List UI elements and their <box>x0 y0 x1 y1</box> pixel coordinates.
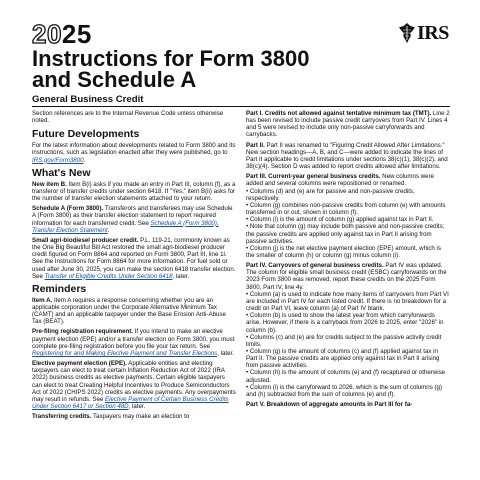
part-2-label: Part II. <box>246 141 265 149</box>
prefiling-paragraph <box>32 328 236 357</box>
year-outline-digits: 20 <box>32 19 62 49</box>
small-agri-paragraph <box>32 237 236 280</box>
epe-paragraph <box>32 360 236 410</box>
prefiling-label: Pre-filing registration requirement. <box>32 328 133 336</box>
eagle-icon <box>398 22 416 44</box>
section-6418-link[interactable]: Transfer of Eligible Credits Under Section 6418 <box>44 272 173 280</box>
small-agri-label: Small agri-biodiesel producer credit. <box>32 236 139 244</box>
part-3-bullet: • Column (g) combines non-passive credits from column (e) with amounts transferred in or out, shown in column (f). <box>246 201 446 217</box>
title-line-2: and Schedule A <box>32 67 197 92</box>
page-title <box>32 48 372 90</box>
prefiling-text: If you intend to make an elective payment election (EPE) and/or a transfer election on Form 3800, you must complete pre-filing registration before you file your tax return. See <box>32 328 235 350</box>
future-end: . <box>83 156 86 164</box>
right-column <box>246 110 450 480</box>
part-4-paragraph <box>246 262 450 398</box>
heading-whats-new: What's New <box>32 166 91 179</box>
part-5-paragraph <box>246 401 450 408</box>
part-4-bullet: • Column (b) is used to show the latest year from which carryforwards arise. However, if there is a carryback from 2026 to 2025, enter "2026" in column (b). <box>246 312 444 334</box>
epe-end: , later. <box>128 403 146 410</box>
transfer-label: Transferring credits. <box>32 413 92 421</box>
part-2-text: Part II was renamed to "Figuring Credit Allowed After Limitations." New section headings—A, B, and C—were added to indicate the lines of Part II applicable to credit limitations under sections 38(c)(1), 38(c)(2), and 38(c)(4). Section D was added to report credits allowed after limitations. <box>246 141 448 171</box>
new-item-b-text: Item B(i) asks if you made an entry in Part III, column (f), as a transferor of transfer credits under section 6418. If "Yes," item B(ii) asks for the number of transfer election statements attached to your return. <box>32 180 236 203</box>
item-a-text: Item A requires a response concerning whether you are an applicable corporation under the Corporate Alternative Minimum Tax (CAMT) and an applicable taxpayer under the Base Erosion Anti-Abuse Tax (BEAT). <box>32 296 226 326</box>
heading-future-developments: Future Developments <box>32 128 140 141</box>
schedule-a-link[interactable]: Schedule A (Form 3800), Transfer Election Statement <box>32 219 219 234</box>
epe-link[interactable]: Elective Payment of Certain Business Credits Under Section 6417 or Section 48D <box>32 395 229 410</box>
part-1-paragraph <box>246 110 450 139</box>
year-solid-digits: 25 <box>61 19 92 49</box>
irs-logo <box>398 22 454 44</box>
schedule-a-text: Transferors and transferees may use Schedule A (Form 3800) as their transfer election statement to report required information for each transferred credit. See <box>32 205 233 227</box>
part-5-label: Part V. Breakdown of aggregate amounts in Part III for fa- <box>246 401 413 409</box>
future-paragraph <box>32 142 236 163</box>
part-4-bullet: • Column (h) is the amount of columns (e) and (f) recaptured or otherwise adjusted. <box>246 369 446 384</box>
page-subtitle: General Business Credit <box>32 94 144 105</box>
heading-reminders: Reminders <box>32 282 87 295</box>
part-3-text: New columns were added and several columns were repositioned or renamed. <box>246 173 435 188</box>
intro-paragraph: Section references are to the Internal Revenue Code unless otherwise noted. <box>32 110 224 125</box>
left-column <box>32 110 236 480</box>
part-3-label: Part III. Current-year general business credits. <box>246 173 381 181</box>
part-3-bullet: • Column (i) is the amount of column (g) applied against tax in Part II. <box>246 216 434 224</box>
part-4-bullet: • Columns (c) and (e) are for credits subject to the passive activity credit limits. <box>246 333 442 348</box>
item-a-paragraph <box>32 297 236 326</box>
part-1-label: Part I. Credits not allowed against tentative minimum tax (TMT). <box>246 110 432 117</box>
part-1-text: Line 2 has been revised to include passive credit carryovers from Part IV. Lines 4 and 5 were revised to include only non-passive carryforwards and carrybacks. <box>246 110 450 139</box>
schedule-a-end: . <box>107 226 110 234</box>
new-item-b-label: New item B. <box>32 180 67 188</box>
part-2-paragraph <box>246 142 450 171</box>
part-3-bullet: • Columns (d) and (e) are for passive and non-passive credits, respectively. <box>246 187 415 202</box>
part-4-bullet: • Column (a) is used to indicate how many items of carryovers from Part VI are included in Part IV for each listed credit. If there is no breakdown for a credit on Part VI, leave column (a) of Part IV blank. <box>246 290 449 313</box>
small-agri-end: , later. <box>172 272 190 280</box>
registering-link[interactable]: Registering for and Making Elective Payment and Transfer Elections <box>32 349 218 357</box>
prefiling-end: , later. <box>217 349 234 357</box>
part-4-bullet: • Column (i) is the carryforward to 2026, which is the sum of columns (g) and (h) subtracted from the sum of columns (e) and (f). <box>246 383 442 398</box>
header-divider <box>32 106 450 107</box>
item-a-label: Item A. <box>32 296 53 304</box>
transfer-text: Taxpayers may make an election to <box>91 413 190 421</box>
part-3-paragraph <box>246 173 450 259</box>
part-4-bullet: • Column (g) is the amount of columns (c) and (f) applied against tax in Part II. The passive credits are applied only against tax in Part II arising from passive activities. <box>246 348 440 370</box>
part-3-bullet: • Column (j) is the net elective payment election (EPE) amount, which is the smaller of column (h) or column (g) minus column (i). <box>246 244 441 259</box>
part-4-label: Part IV. Carryovers of general business credits. <box>246 262 384 270</box>
epe-label: Elective payment election (EPE). <box>32 360 127 368</box>
logo-text: IRS <box>417 22 449 44</box>
form-year <box>32 19 92 49</box>
new-item-b-paragraph <box>32 181 236 202</box>
part-3-bullet: • Note that column (g) may include both passive and non-passive credits; the passive credits are applied only against tax in Part II arising from passive activities. <box>246 223 445 245</box>
form3800-link[interactable]: IRS.gov/Form3800 <box>32 156 84 164</box>
title-line-1: Instructions for Form 3800 <box>32 46 310 71</box>
small-agri-text: P.L. 119-21, commonly known as the One Big Beautiful Bill Act restored the small agri-biodiesel producer credit figured on Form 8864 and reported on Form 3800, Part III, line 1l. See the Instructions for Form 8864 for more information. For fuel sold or used after June 30, 2025, you can make the section 6418 transfer election. See <box>32 236 236 280</box>
part-4-text: Part IV was updated. The column for eligible small business credit (ESBC) carryforwards on the 2023 Form 3800 was removed; report these credits on the 2025 Form 3800, Part IV, line 4y. <box>246 262 447 291</box>
epe-text: Applicable entities and electing taxpayers can elect to treat certain Inflation Reduction Act of 2022 (IRA 2022) business credits as elective payments. Certain eligible taxpayers can elect to treat Creating Helpful Incentives to Produce Semiconductors Act of 2022 (CHIPS 2022) credits as elective payments. Any overpayments may result in refunds. See <box>32 360 236 403</box>
transfer-paragraph <box>32 413 236 420</box>
future-text: For the latest information about developments related to Form 3800 and its instructions, such as legislation enacted after they were published, go to <box>32 142 236 157</box>
schedule-a-label: Schedule A (Form 3800). <box>32 205 104 213</box>
schedule-a-paragraph <box>32 205 236 234</box>
